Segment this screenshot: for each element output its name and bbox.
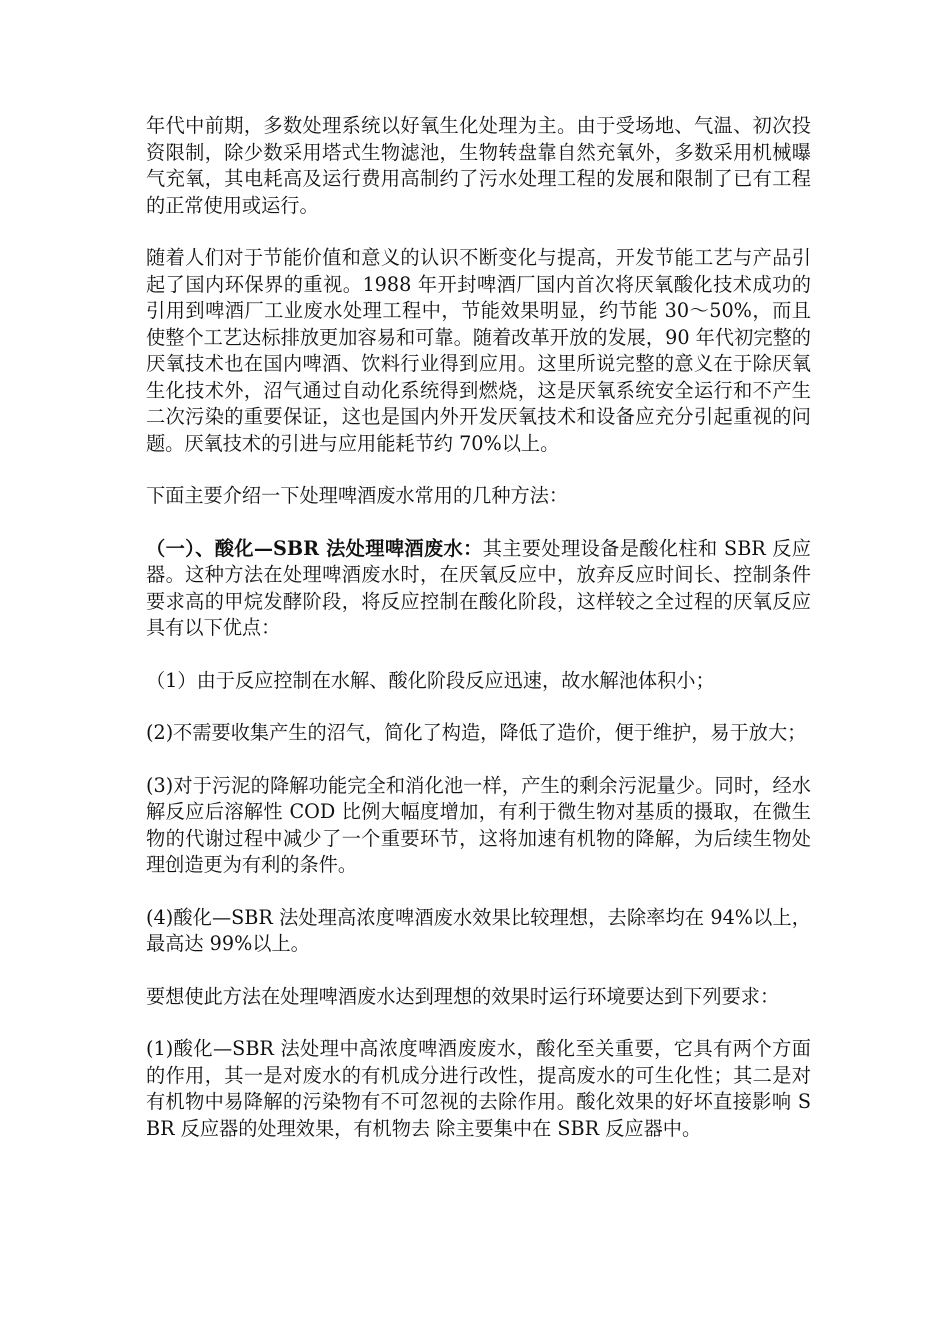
- method-one-heading: （一）、酸化—SBR 法处理啤酒废水：: [146, 536, 483, 560]
- paragraph-requirement-1: (1)酸化—SBR 法处理中高浓度啤酒废废水，酸化至关重要，它具有两个方面的作用，其一是对废水的有机成分进行改性，提高废水的可生化性；其二是对有机物中易降解的污染物有不可忽视的去除作用。酸化效果的好坏直接影响 SBR 反应器的处理效果，有机物去 除主要集中在 SBR 反应器中。: [146, 1037, 811, 1140]
- paragraph-requirements-intro: 要想使此方法在处理啤酒废水达到理想的效果时运行环境要达到下列要求：: [146, 984, 780, 1008]
- paragraph-advantage-2: (2)不需要收集产生的沼气，简化了构造，降低了造价，便于维护，易于放大；: [146, 721, 807, 744]
- paragraph-advantage-3: (3)对于污泥的降解功能完全和消化池一样，产生的剩余污泥量少。同时，经水解反应后溶解性 COD 比例大幅度增加，有利于微生物对基质的摄取，在微生物的代谢过程中减少了一个重要环节，这将加速有机物的降解，为后续生物处理创造更为有利的条件。: [146, 773, 811, 876]
- paragraph-method-one: [146, 536, 811, 642]
- paragraph-advantage-1: （1）由于反应控制在水解、酸化阶段反应迅速，故水解池体积小；: [146, 668, 715, 692]
- paragraph-advantage-4: (4)酸化—SBR 法处理高浓度啤酒废水效果比较理想，去除率均在 94%以上，最高达 99%以上。: [146, 905, 811, 955]
- method-one-body: 其主要处理设备是酸化柱和 SBR 反应器。这种方法在处理啤酒废水时，在厌氧反应中，放弃反应时间长、控制条件要求高的甲烷发酵阶段，将反应控制在酸化阶段，这样较之全过程的厌氧反应具有以下优点：: [146, 536, 811, 639]
- paragraph-energy-saving: 随着人们对于节能价值和意义的认识不断变化与提高，开发节能工艺与产品引起了国内环保界的重视。1988 年开封啤酒厂国内首次将厌氧酸化技术成功的引用到啤酒厂工业废水处理工程中，节能效果明显，约节能 30～50%，而且使整个工艺达标排放更加容易和可靠。随着改革开放的发展，90 年代初完整的厌氧技术也在国内啤酒、饮料行业得到应用。这里所说完整的意义在于除厌氧生化技术外，沼气通过自动化系统得到燃烧，这是厌氧系统安全运行和不产生二次污染的重要保证，这也是国内外开发厌氧技术和设备应充分引起重视的问题。厌氧技术的引进与应用能耗节约 70%以上。: [146, 246, 811, 455]
- paragraph-methods-intro: 下面主要介绍一下处理啤酒废水常用的几种方法：: [146, 484, 569, 507]
- paragraph-history: 年代中前期，多数处理系统以好氧生化处理为主。由于受场地、气温、初次投资限制，除少数采用塔式生物滤池，生物转盘靠自然充氧外，多数采用机械曝气充氧，其电耗高及运行费用高制约了污水处理工程的发展和限制了已有工程的正常使用或运行。: [146, 114, 811, 217]
- document-page: [146, 113, 811, 1168]
